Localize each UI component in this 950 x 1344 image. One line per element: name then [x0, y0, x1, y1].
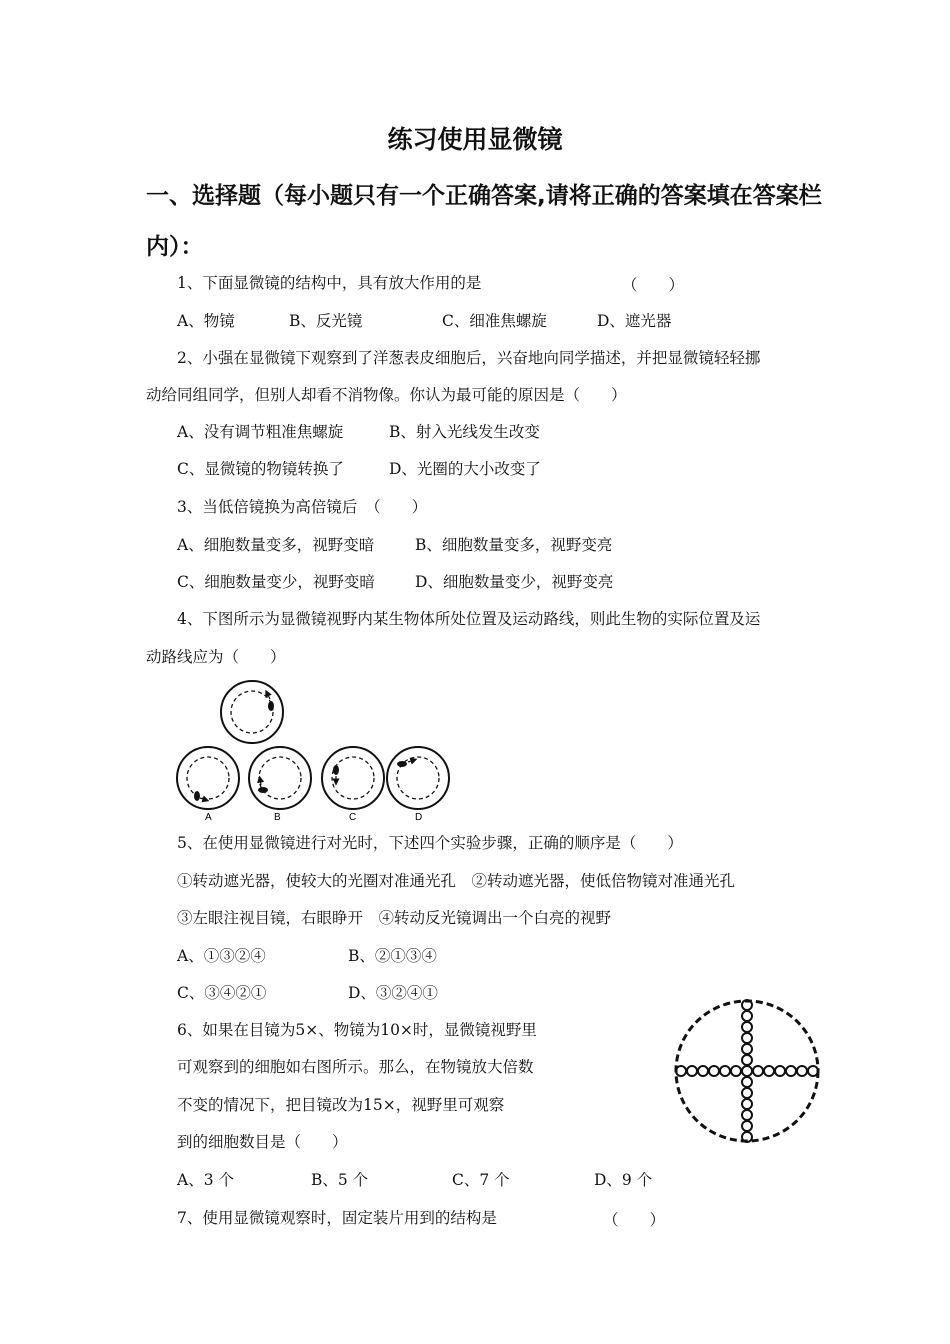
q1-stem: 1、下面显微镜的结构中，具有放大作用的是: [177, 274, 482, 292]
cell: [775, 1066, 785, 1076]
q7-stem: 7、使用显微镜观察时，固定装片用到的结构是: [177, 1209, 497, 1227]
q5-option-c: C、③④②①: [177, 984, 267, 1002]
q5-steps-line2: ③左眼注视目镜，右眼睁开 ④转动反光镜调出一个白亮的视野: [177, 909, 612, 927]
q6-option-b: B、5 个: [311, 1171, 369, 1189]
q6-line4: 到的细胞数目是（ ）: [177, 1133, 348, 1151]
q6-cell-cross-figure: [672, 998, 822, 1144]
q2-option-b: B、射入光线发生改变: [389, 423, 540, 441]
cell: [742, 1077, 752, 1087]
cell: [709, 1066, 719, 1076]
q5-option-b: B、②①③④: [348, 947, 437, 965]
q5-option-d: D、③②④①: [348, 984, 438, 1002]
q5-option-a: A、①③②④: [177, 947, 266, 965]
cell: [742, 1011, 752, 1021]
q3-stem: 3、当低倍镜换为高倍镜后 （ ）: [177, 498, 428, 516]
reference-field: [221, 681, 283, 743]
option-a-field: [177, 747, 239, 809]
q3-option-b: B、细胞数量变多，视野变亮: [415, 536, 613, 554]
page-title: 练习使用显微镜: [387, 125, 563, 154]
q2-option-c: C、显微镜的物镜转换了: [177, 460, 344, 478]
figure-label-d: D: [415, 812, 423, 823]
q3-option-c: C、细胞数量变少，视野变暗: [177, 573, 375, 591]
q6-option-a: A、3 个: [177, 1171, 234, 1189]
cell: [797, 1066, 807, 1076]
cell: [764, 1066, 774, 1076]
q1-option-b: B、反光镜: [289, 312, 363, 330]
cell: [753, 1066, 763, 1076]
cell: [720, 1066, 730, 1076]
option-d-field: [387, 747, 449, 809]
cell: [742, 1055, 752, 1065]
cell: [687, 1066, 697, 1076]
option-c-field: [322, 747, 384, 809]
q6-line2: 可观察到的细胞如右图所示。那么，在物镜放大倍数: [177, 1058, 534, 1076]
cell: [742, 1066, 752, 1076]
q6-line3: 不变的情况下，把目镜改为15×，视野里可观察: [177, 1096, 505, 1114]
figure-label-c: C: [349, 812, 357, 823]
q2-stem-line2: 动给同组同学，但别人却看不消物像。你认为最可能的原因是（ ）: [146, 386, 627, 404]
q3-option-d: D、细胞数量变少，视野变亮: [415, 573, 614, 591]
q4-stem-line1: 4、下图所示为显微镜视野内某生物体所处位置及运动路线，则此生物的实际位置及运: [177, 610, 761, 628]
q6-option-d: D、9 个: [594, 1171, 653, 1189]
q3-option-a: A、细胞数量变多，视野变暗: [177, 536, 375, 554]
q2-option-d: D、光圈的大小改变了: [389, 460, 541, 478]
option-b-field: [249, 747, 311, 809]
q1-option-a: A、物镜: [177, 312, 235, 330]
section-heading-line2: 内）：: [146, 234, 204, 260]
q6-option-c: C、7 个: [452, 1171, 510, 1189]
q5-steps-line1: ①转动遮光器，使较大的光圈对准通光孔 ②转动遮光器，使低倍物镜对准通光孔: [177, 872, 736, 890]
figure-label-a: A: [205, 812, 212, 823]
q1-option-d: D、遮光器: [597, 312, 672, 330]
cell: [742, 1099, 752, 1109]
cell: [731, 1066, 741, 1076]
cell: [742, 1033, 752, 1043]
q4-microscope-field-figure: [170, 672, 460, 824]
q5-stem: 5、在使用显微镜进行对光时，下述四个实验步骤，正确的顺序是（ ）: [177, 834, 683, 852]
q1-option-c: C、细准焦螺旋: [442, 312, 547, 330]
cell: [742, 1044, 752, 1054]
cell: [742, 1121, 752, 1131]
section-heading-line1: 一、选择题（每小题只有一个正确答案,请将正确的答案填在答案栏: [146, 183, 822, 209]
figure-label-b: B: [274, 812, 281, 823]
q1-answer-bracket: （ ）: [622, 276, 685, 294]
q2-stem-line1: 2、小强在显微镜下观察到了洋葱表皮细胞后，兴奋地向同学描述，并把显微镜轻轻挪: [177, 349, 761, 367]
q7-answer-bracket: （ ）: [603, 1211, 666, 1229]
q6-line1: 6、如果在目镜为5×、物镜为10×时，显微镜视野里: [177, 1021, 537, 1039]
q4-stem-line2: 动路线应为（ ）: [146, 648, 286, 666]
q2-option-a: A、没有调节粗准焦螺旋: [177, 423, 344, 441]
cell: [742, 1110, 752, 1120]
cell: [698, 1066, 708, 1076]
cell: [742, 1088, 752, 1098]
cell: [742, 1022, 752, 1032]
cell: [786, 1066, 796, 1076]
